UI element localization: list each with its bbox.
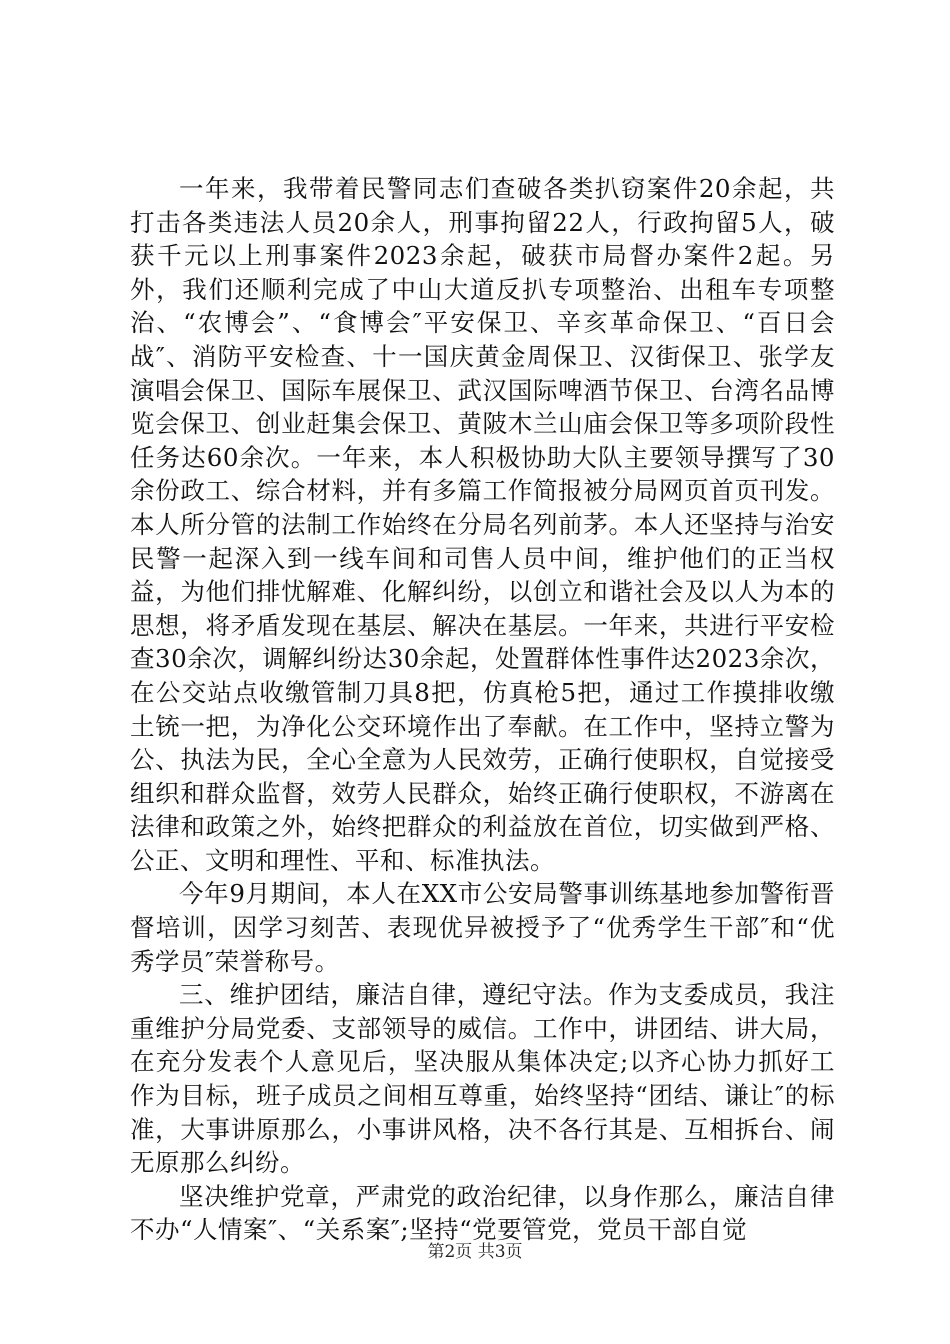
- document-body: [130, 172, 835, 1247]
- page-number-footer: 第2页 共3页: [427, 1242, 523, 1262]
- paragraph-party-constitution: 坚决维护党章，严肃党的政治纪律，以身作那么，廉洁自律不办“人情案″、“关系案″;坚持“党要管党，党员干部自觉: [130, 1181, 835, 1245]
- paragraph-unity-discipline: 三、维护团结，廉洁自律，遵纪守法。作为支委成员，我注重维护分局党委、支部领导的威信。工作中，讲团结、讲大局，在充分发表个人意见后，坚决服从集体决定;以齐心协力抓好工作为目标，班子成员之间相互尊重，始终坚持“团结、谦让″的标准，大事讲原那么，小事讲风格，决不各行其是、互相拆台、闹无原那么纠纷。: [130, 980, 835, 1178]
- paragraph-training-honors: 今年9月期间，本人在XX市公安局警事训练基地参加警衔晋督培训，因学习刻苦、表现优异被授予了“优秀学生干部″和“优秀学员″荣誉称号。: [130, 879, 835, 976]
- paragraph-case-results: 一年来，我带着民警同志们查破各类扒窃案件20余起，共打击各类违法人员20余人，刑事拘留22人，行政拘留5人，破获千元以上刑事案件2023余起，破获市局督办案件2起。另外，我们还顺利完成了中山大道反扒专项整治、出租车专项整治、“农博会”、“食博会″平安保卫、辛亥革命保卫、“百日会战″、消防平安检查、十一国庆黄金周保卫、汉街保卫、张学友演唱会保卫、国际车展保卫、武汉国际啤酒节保卫、台湾名品博览会保卫、创业赶集会保卫、黄陂木兰山庙会保卫等多项阶段性任务达60余次。一年来，本人积极协助大队主要领导撰写了30余份政工、综合材料，并有多篇工作简报被分局网页首页刊发。本人所分管的法制工作始终在分局名列前茅。本人还坚持与治安民警一起深入到一线车间和司售人员中间，维护他们的正当权益，为他们排忧解难、化解纠纷，以创立和谐社会及以人为本的思想，将矛盾发现在基层、解决在基层。一年来，共进行平安检查30余次，调解纠纷达30余起，处置群体性事件达2023余次，在公交站点收缴管制刀具8把，仿真枪5把，通过工作摸排收缴土铳一把，为净化公交环境作出了奉献。在工作中，坚持立警为公、执法为民，全心全意为人民效劳，正确行使职权，自觉接受组织和群众监督，效劳人民群众，始终正确行使职权，不游离在法律和政策之外，始终把群众的利益放在首位，切实做到严格、公正、文明和理性、平和、标准执法。: [130, 174, 835, 875]
